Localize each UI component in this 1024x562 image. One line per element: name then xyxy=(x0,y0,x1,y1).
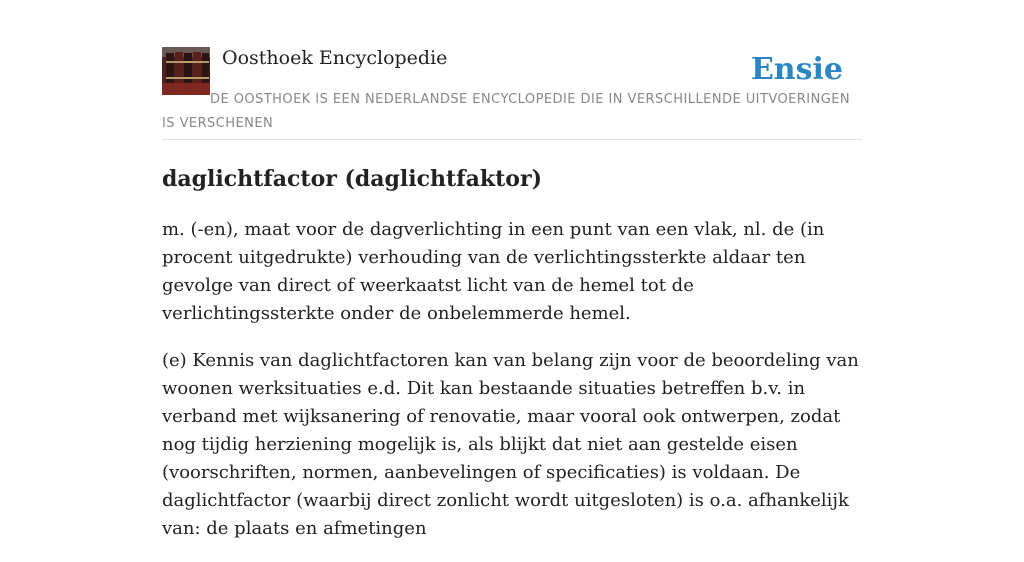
entry-paragraph: m. (-en), maat voor de dagverlichting in een punt van een vlak, nl. de (in procent uitgedrukte) verhouding van de verlichtingssterkte aldaar ten gevolge van direct of weerkaatst licht van de hemel tot de verlichtingssterkte onder de onbelemmerde hemel. xyxy=(162,219,825,324)
page xyxy=(162,0,862,539)
entry-content xyxy=(162,216,862,562)
brand-logo[interactable]: Ensie xyxy=(750,52,843,87)
source-header xyxy=(162,0,862,140)
source-name[interactable]: Oosthoek Encyclopedie xyxy=(222,47,448,69)
entry-title: daglichtfactor (daglichtfaktor) xyxy=(162,166,542,192)
source-description: DE OOSTHOEK IS EEN NEDERLANDSE ENCYCLOPEDIE DIE IN VERSCHILLENDE UITVOERINGEN IS VERSCHENEN xyxy=(162,92,851,131)
entry-paragraph: (e) Kennis van daglichtfactoren kan van belang zijn voor de beoordeling van woonen werksituaties e.d. Dit kan bestaande situaties betreffen b.v. in verband met wijksanering of renovatie, maar vooral ook ontwerpen, zodat nog tijdig herziening mogelijk is, als blijkt dat niet aan gestelde eisen (voorschriften, normen, aanbevelingen of specificaties) is voldaan. De daglichtfactor (waarbij direct zonlicht wordt uitgesloten) is o.a. afhankelijk van: de plaats en afmetingen xyxy=(162,350,859,539)
